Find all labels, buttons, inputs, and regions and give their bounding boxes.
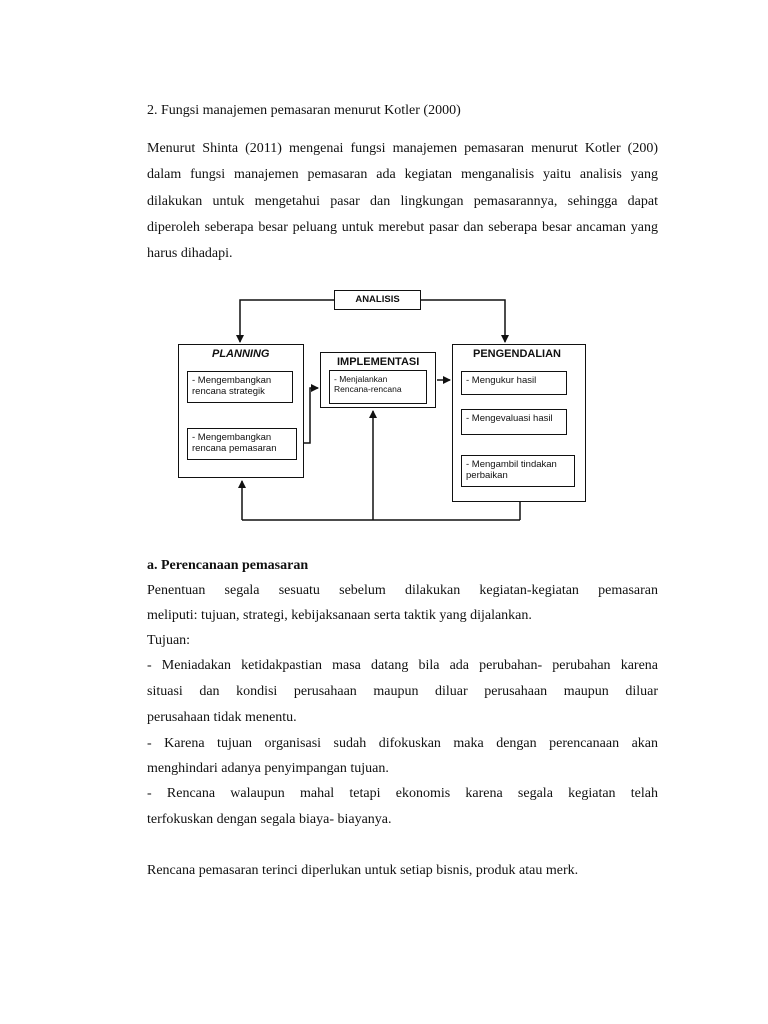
- planning-item-marketing: - Mengembangkan rencana pemasaran: [187, 428, 297, 460]
- intro-paragraph: Menurut Shinta (2011) mengenai fungsi manajemen pemasaran menurut Kotler (200) dalam fungsi manajemen pemasaran ada kegiatan menganalisis yaitu analisis yang dilakukan untuk mengetahui pasar dan lingkungan pemasarannya, sehingga dapat diperoleh seberapa besar peluang untuk merebut pasar dan seberapa besar ancaman yang harus dihadapi.: [147, 141, 658, 262]
- arrow-analisis-pengendalian: [421, 300, 505, 342]
- bullet1-line3: perusahaan tidak menentu.: [147, 710, 297, 725]
- implementasi-item: - Menjalankan Rencana-rencana: [329, 370, 427, 404]
- arrow-analisis-planning: [240, 300, 334, 342]
- implementasi-title: IMPLEMENTASI: [337, 356, 420, 368]
- implementasi-box: [320, 352, 436, 408]
- section-a-intro-line1: Penentuan segala sesuatu sebelum dilakukan kegiatan-kegiatan pemasaran: [147, 583, 658, 598]
- analisis-box: [334, 290, 421, 310]
- bullet1-line1: - Meniadakan ketidakpastian masa datang bila ada perubahan- perubahan karena: [147, 658, 658, 673]
- pengendalian-title: PENGENDALIAN: [473, 348, 562, 360]
- section-a-title: a. Perencanaan pemasaran: [147, 558, 309, 573]
- bullet2-line1: - Karena tujuan organisasi sudah difokuskan maka dengan perencanaan akan: [147, 736, 658, 751]
- pengendalian-item-tindakan: - Mengambil tindakan perbaikan: [461, 455, 575, 487]
- pengendalian-box: [452, 344, 586, 502]
- pengendalian-item-mengevaluasi: - Mengevaluasi hasil: [461, 409, 567, 435]
- planning-title: PLANNING: [212, 348, 270, 360]
- tujuan-label: Tujuan:: [147, 633, 191, 648]
- bullet1-line2: situasi dan kondisi perusahaan maupun diluar perusahaan maupun diluar: [147, 684, 658, 699]
- section-heading: 2. Fungsi manajemen pemasaran menurut Kotler (2000): [147, 103, 461, 118]
- analisis-label: ANALISIS: [355, 294, 400, 305]
- planning-box: [178, 344, 304, 478]
- section-a-intro-line2: meliputi: tujuan, strategi, kebijaksanaan serta taktik yang dijalankan.: [147, 608, 532, 623]
- planning-item-strategic: - Mengembangkan rencana strategik: [187, 371, 293, 403]
- closing-sentence: Rencana pemasaran terinci diperlukan untuk setiap bisnis, produk atau merk.: [147, 863, 579, 878]
- bullet2-line2: menghindari adanya penyimpangan tujuan.: [147, 761, 389, 776]
- pengendalian-item-mengukur: - Mengukur hasil: [461, 371, 567, 395]
- bullet3-line2: terfokuskan dengan segala biaya- biayanya.: [147, 812, 392, 827]
- bullet3-line1: - Rencana walaupun mahal tetapi ekonomis karena segala kegiatan telah: [147, 786, 658, 801]
- arrow-planning-implementasi: [297, 388, 318, 443]
